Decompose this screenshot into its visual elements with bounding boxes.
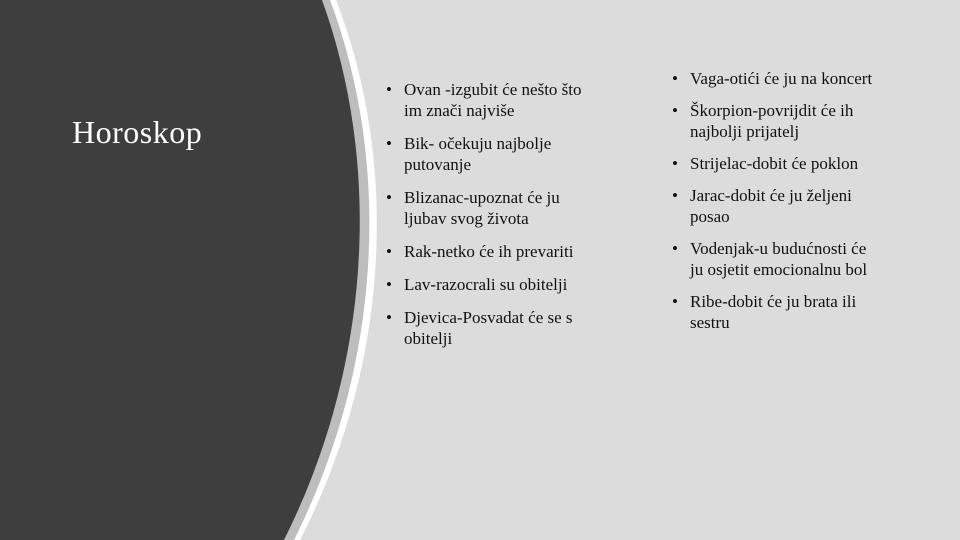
list-item xyxy=(666,68,881,89)
bullet-icon: • xyxy=(672,101,678,120)
list-item-text: Strijelac-dobit će poklon xyxy=(690,154,859,173)
list-item xyxy=(666,291,881,333)
left-bullet-list xyxy=(380,79,595,361)
list-item xyxy=(666,185,881,227)
list-item-text: Djevica-Posvadat će se s obitelji xyxy=(404,308,573,348)
list-item-text: Ribe-dobit će ju brata ili sestru xyxy=(690,292,857,332)
dark-panel xyxy=(0,0,360,540)
list-item-text: Škorpion-povrijdit će ih najbolji prijatelj xyxy=(690,101,854,141)
list-item xyxy=(666,100,881,142)
right-bullet-list xyxy=(666,68,881,344)
list-item xyxy=(380,187,595,229)
list-item-text: Vodenjak-u budućnosti će ju osjetit emocionalnu bol xyxy=(690,239,868,279)
bullet-icon: • xyxy=(386,308,392,327)
list-item xyxy=(380,133,595,175)
bullet-icon: • xyxy=(386,134,392,153)
list-item-text: Lav-razocrali su obitelji xyxy=(404,275,568,294)
list-item xyxy=(666,238,881,280)
list-item xyxy=(380,79,595,121)
list-item-text: Ovan -izgubit će nešto što im znači najviše xyxy=(404,80,582,120)
bullet-icon: • xyxy=(386,188,392,207)
slide-title: Horoskop xyxy=(72,114,203,150)
list-item-text: Jarac-dobit će ju željeni posao xyxy=(690,186,852,226)
bullet-icon: • xyxy=(386,242,392,261)
list-item xyxy=(380,307,595,349)
bullet-icon: • xyxy=(672,239,678,258)
bullet-icon: • xyxy=(386,80,392,99)
bullet-icon: • xyxy=(672,154,678,173)
bullet-icon: • xyxy=(386,275,392,294)
list-item xyxy=(666,153,881,174)
bullet-icon: • xyxy=(672,69,678,88)
bullet-icon: • xyxy=(672,292,678,311)
bullet-icon: • xyxy=(672,186,678,205)
list-item xyxy=(380,274,595,295)
list-item xyxy=(380,241,595,262)
list-item-text: Bik- očekuju najbolje putovanje xyxy=(404,134,552,174)
list-item-text: Vaga-otići će ju na koncert xyxy=(690,69,873,88)
list-item-text: Blizanac-upoznat će ju ljubav svog života xyxy=(404,188,560,228)
list-item-text: Rak-netko će ih prevariti xyxy=(404,242,574,261)
